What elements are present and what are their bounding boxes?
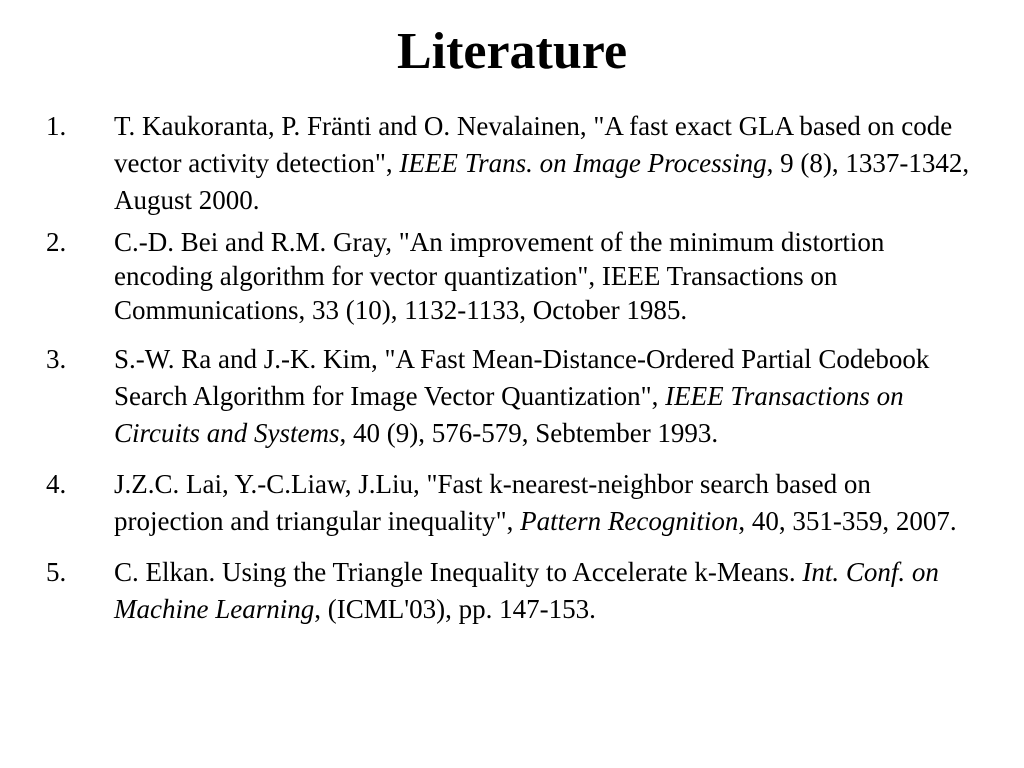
reference-text xyxy=(114,111,969,215)
reference-item-4 xyxy=(46,466,976,540)
reference-number: 3. xyxy=(46,344,67,374)
reference-number: 2. xyxy=(46,227,67,257)
reference-text xyxy=(114,344,929,448)
reference-number: 5. xyxy=(46,557,67,587)
reference-text-part: , 40 (9), 576-579, Sebtember 1993. xyxy=(339,418,719,448)
reference-text xyxy=(114,469,957,536)
reference-text-part: , (ICML'03), pp. 147-153. xyxy=(314,594,596,624)
reference-text-part: C. Elkan. Using the Triangle Inequality to Accelerate k-Means. xyxy=(114,557,803,587)
reference-number: 1. xyxy=(46,111,67,141)
reference-number: 4. xyxy=(46,469,67,499)
reference-text-part: C.-D. Bei and R.M. Gray, "An improvement of the minimum distortion encoding algorithm for vector quantization", IEEE Transactions on Communications, 33 (10), 1132-1133, October 1985. xyxy=(114,227,885,325)
reference-journal: Pattern Recognition xyxy=(520,506,739,536)
reference-venue: Int. Conf. on Machine Learning xyxy=(114,557,939,624)
reference-text xyxy=(114,227,884,325)
reference-item-5 xyxy=(46,554,976,628)
reference-item-2 xyxy=(46,225,976,327)
reference-text-part: J.Z.C. Lai, Y.-C.Liaw, J.Liu, "Fast k-nearest-neighbor search based on projection and triangular inequality", xyxy=(114,469,871,536)
slide-title: Literature xyxy=(396,23,628,80)
reference-text-part: , 9 (8), 1337-1342, August 2000. xyxy=(114,148,970,215)
reference-journal: IEEE Trans. on Image Processing xyxy=(399,148,767,178)
reference-text-part: , 40, 351-359, 2007. xyxy=(738,506,957,536)
reference-list xyxy=(46,108,976,628)
reference-text xyxy=(114,557,939,624)
reference-text-part: T. Kaukoranta, P. Fränti and O. Nevalainen, "A fast exact GLA based on code vector activity detection", xyxy=(114,111,953,178)
reference-text-part: S.-W. Ra and J.-K. Kim, "A Fast Mean-Distance-Ordered Partial Codebook Search Algorithm for Image Vector Quantization", xyxy=(114,344,930,411)
reference-journal: IEEE Transactions on Circuits and Systems xyxy=(114,381,904,448)
reference-item-1 xyxy=(46,108,976,219)
reference-item-3 xyxy=(46,341,976,452)
